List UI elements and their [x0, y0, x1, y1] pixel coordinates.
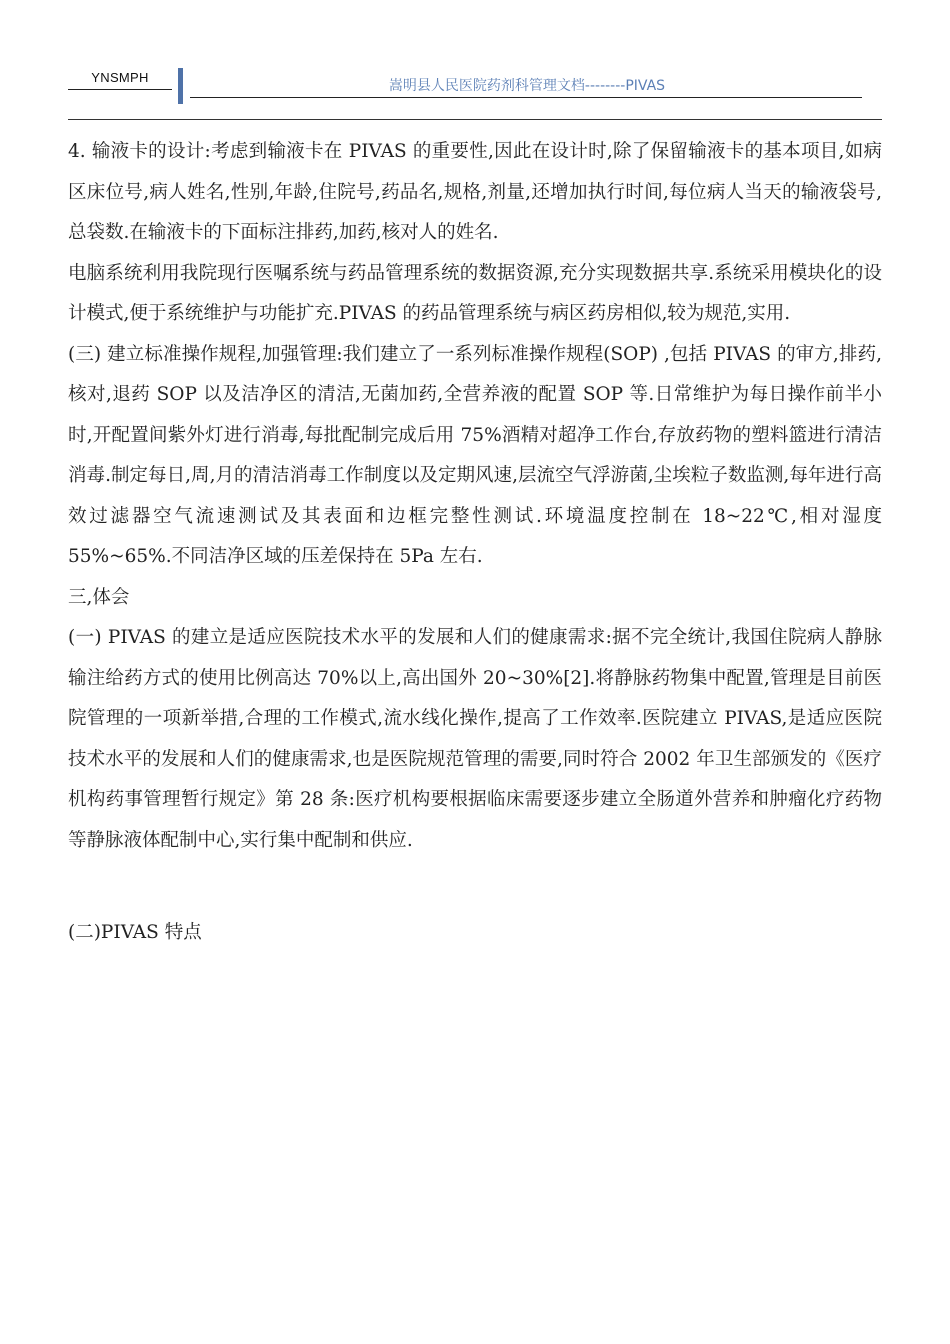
header-left-divider — [68, 89, 172, 90]
paragraph-sop: (三) 建立标准操作规程,加强管理:我们建立了一系列标准操作规程(SOP) ,包括 PIVAS 的审方,排药,核对,退药 SOP 以及洁净区的清洁,无菌加药,全营养液的配置 SOP 等.日常维护为每日操作前半小时,开配置间紫外灯进行消毒,每批配制完成后用 75%酒精对超净工作台,存放药物的塑料篮进行清洁消毒.制定每日,周,月的清洁消毒工作制度以及定期风速,层流空气浮游菌,尘埃粒子数监测,每年进行高效过滤器空气流速测试及其表面和边框完整性测试.环境温度控制在 18~22℃,相对湿度 55%~65%.不同洁净区域的压差保持在 5Pa 左右. — [68, 343, 882, 567]
section-heading-experience: 三,体会 — [68, 586, 130, 608]
paragraph-infusion-card: 4. 输液卡的设计:考虑到输液卡在 PIVAS 的重要性,因此在设计时,除了保留输液卡的基本项目,如病区床位号,病人姓名,性别,年龄,住院号,药品名,规格,剂量,还增加执行时间,每位病人当天的输液袋号,总袋数.在输液卡的下面标注排药,加药,核对人的姓名. — [68, 141, 882, 243]
page-top-rule — [68, 119, 882, 120]
paragraph-computer-system: 电脑系统利用我院现行医嘱系统与药品管理系统的数据资源,充分实现数据共享.系统采用模块化的设计模式,便于系统维护与功能扩充.PIVAS 的药品管理系统与病区药房相似,较为规范,实用. — [68, 262, 882, 324]
document-body — [68, 132, 882, 954]
header-accent-bar — [178, 68, 183, 104]
header-right-divider — [190, 97, 862, 98]
header-org-label: YNSMPH — [91, 70, 149, 85]
paragraph-spacer — [68, 861, 882, 913]
header-doc-title: 嵩明县人民医院药剂科管理文档--------PIVAS — [388, 78, 666, 94]
section-heading-pivas-features: (二)PIVAS 特点 — [68, 922, 202, 943]
paragraph-pivas-establishment: (一) PIVAS 的建立是适应医院技术水平的发展和人们的健康需求:据不完全统计,我国住院病人静脉输注给药方式的使用比例高达 70%以上,高出国外 20~30%[2].将静脉药物集中配置,管理是目前医院管理的一项新举措,合理的工作模式,流水线化操作,提高了工作效率.医院建立 PIVAS,是适应医院技术水平的发展和人们的健康需求,也是医院规范管理的需要,同时符合 2002 年卫生部颁发的《医疗机构药事管理暂行规定》第 28 条:医疗机构要根据临床需要逐步建立全肠道外营养和肿瘤化疗药物等静脉液体配制中心,实行集中配制和供应. — [68, 627, 882, 851]
